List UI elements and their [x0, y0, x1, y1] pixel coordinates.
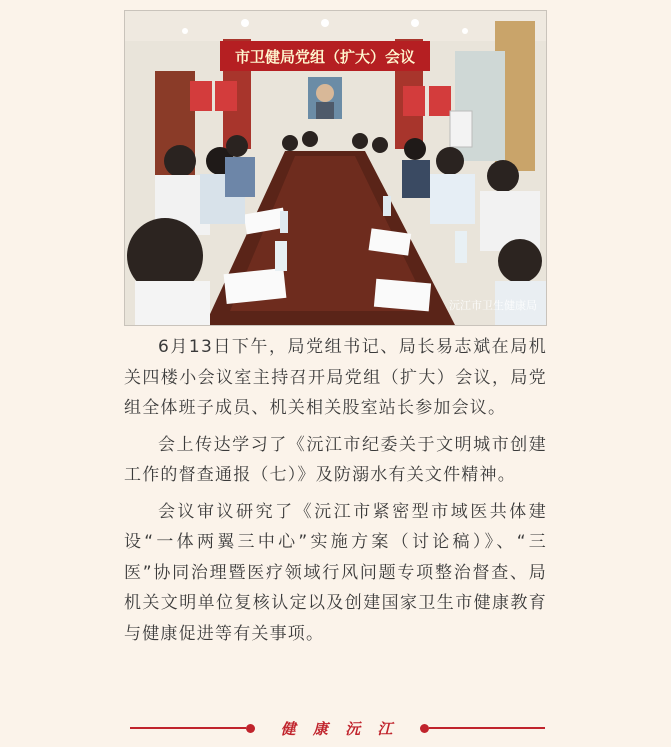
- footer-divider: [130, 716, 545, 740]
- article-body: [124, 332, 547, 655]
- meeting-photo-illustration: [125, 11, 546, 325]
- article-paragraph: 会上传达学习了《沅江市纪委关于文明城市创建工作的督查通报（七）》及防溺水有关文件精神。: [124, 434, 547, 485]
- divider-dot-left: [246, 724, 255, 733]
- divider-line-right: [429, 727, 545, 729]
- divider-line-left: [130, 727, 246, 729]
- article-card: [110, 0, 561, 747]
- photo-watermark: 沅江市卫生健康局: [449, 299, 537, 312]
- meeting-photo[interactable]: [124, 10, 547, 326]
- divider-label: 健 康 沅 江: [280, 719, 399, 738]
- article-paragraph: 6月13日下午，局党组书记、局长易志斌在局机关四楼小会议室主持召开局党组（扩大）会议，局党组全体班子成员、机关相关股室站长参加会议。: [124, 337, 547, 418]
- divider-dot-right: [420, 724, 429, 733]
- article-paragraph: 会议审议研究了《沅江市紧密型市域医共体建设“一体两翼三中心”实施方案（讨论稿）》、“三医”协同治理暨医疗领域行风问题专项整治督查、局机关文明单位复核认定以及创建国家卫生市健康教育与健康促进等有关事项。: [124, 501, 547, 644]
- banner-text: 市卫健局党组（扩大）会议: [234, 48, 416, 66]
